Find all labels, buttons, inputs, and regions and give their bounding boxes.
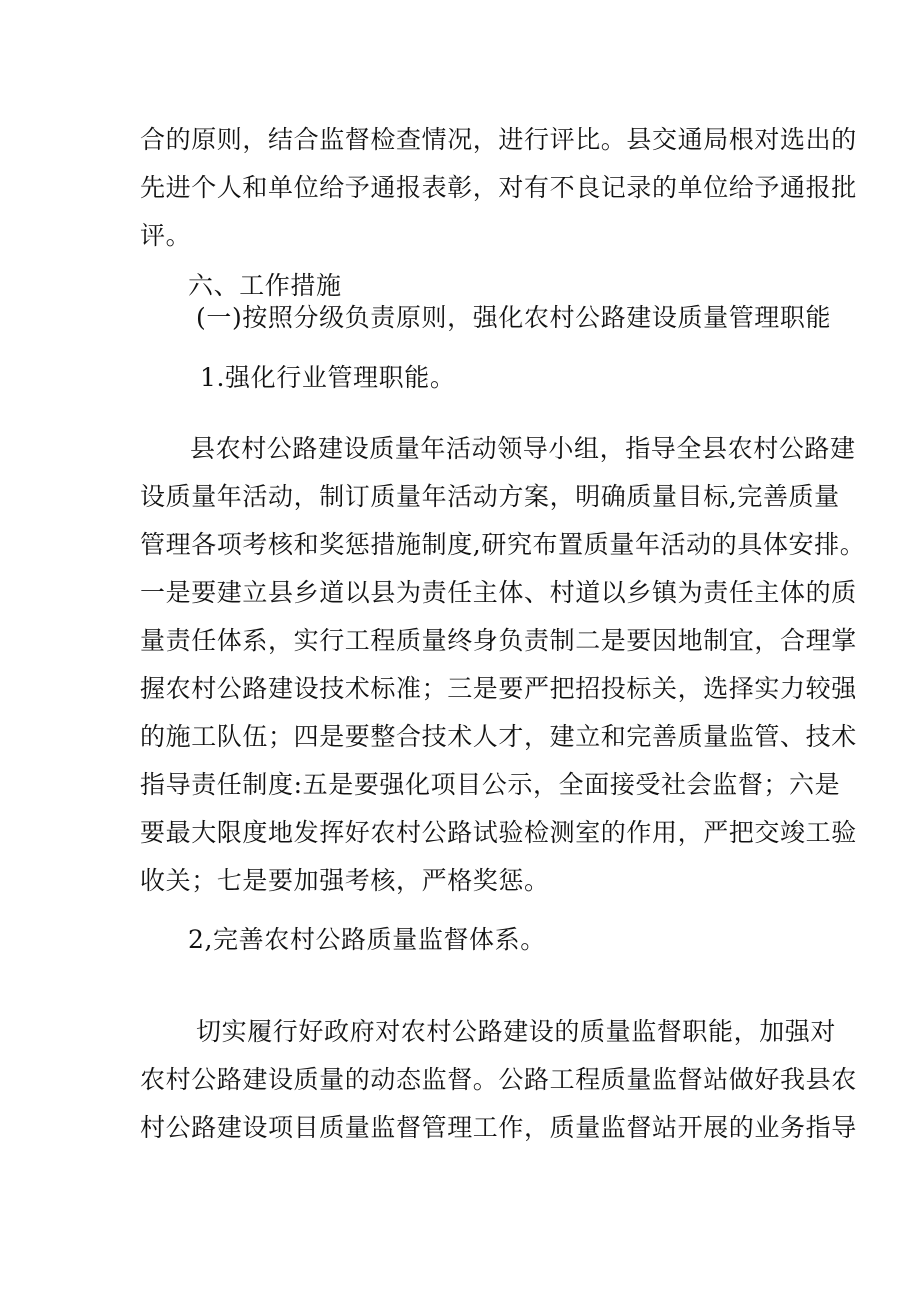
item1-line-9: 要最大限度地发挥好农村公路试验检测室的作用，严把交竣工验 (140, 818, 857, 847)
intro-line-3: 评。 (140, 221, 192, 250)
item1-line-5: 量责任体系，实行工程质量终身负责制二是要因地制宜，合理掌 (140, 626, 857, 655)
item1-line-4: 一是要建立县乡道以县为责任主体、村道以乡镇为责任主体的质 (140, 578, 857, 607)
item1-line-7: 的施工队伍；四是要整合技术人才，建立和完善质量监管、技术 (140, 722, 857, 751)
section-heading: 六、工作措施 (188, 271, 342, 300)
item2-line-1: 切实履行好政府对农村公路建设的质量监督职能，加强对 (196, 1017, 837, 1046)
item2-line-2: 农村公路建设质量的动态监督。公路工程质量监督站做好我县农 (140, 1065, 857, 1094)
item1-line-8: 指导责任制度:五是要强化项目公示，全面接受社会监督；六是 (140, 770, 841, 799)
item1-heading: 1.强化行业管理职能。 (200, 363, 456, 392)
item1-line-2: 设质量年活动，制订质量年活动方案，明确质量目标,完善质量 (140, 482, 840, 511)
item1-line-10: 收关；七是要加强考核，严格奖惩。 (140, 866, 550, 895)
item2-line-3: 村公路建设项目质量监督管理工作，质量监督站开展的业务指导 (140, 1113, 857, 1142)
intro-line-2: 先进个人和单位给予通报表彰，对有不良记录的单位给予通报批 (140, 173, 857, 202)
subsection-heading: (一)按照分级负责原则，强化农村公路建设质量管理职能 (196, 303, 832, 332)
item1-line-6: 握农村公路建设技术标准；三是要严把招投标关，选择实力较强 (140, 674, 857, 703)
intro-line-1: 合的原则，结合监督检查情况，进行评比。县交通局根对选出的 (140, 125, 857, 154)
item1-line-3: 管理各项考核和奖惩措施制度,研究布置质量年活动的具体安排。 (140, 530, 866, 559)
item2-heading: 2,完善农村公路质量监督体系。 (188, 925, 546, 954)
item1-line-1: 县农村公路建设质量年活动领导小组，指导全县农村公路建 (190, 434, 856, 463)
